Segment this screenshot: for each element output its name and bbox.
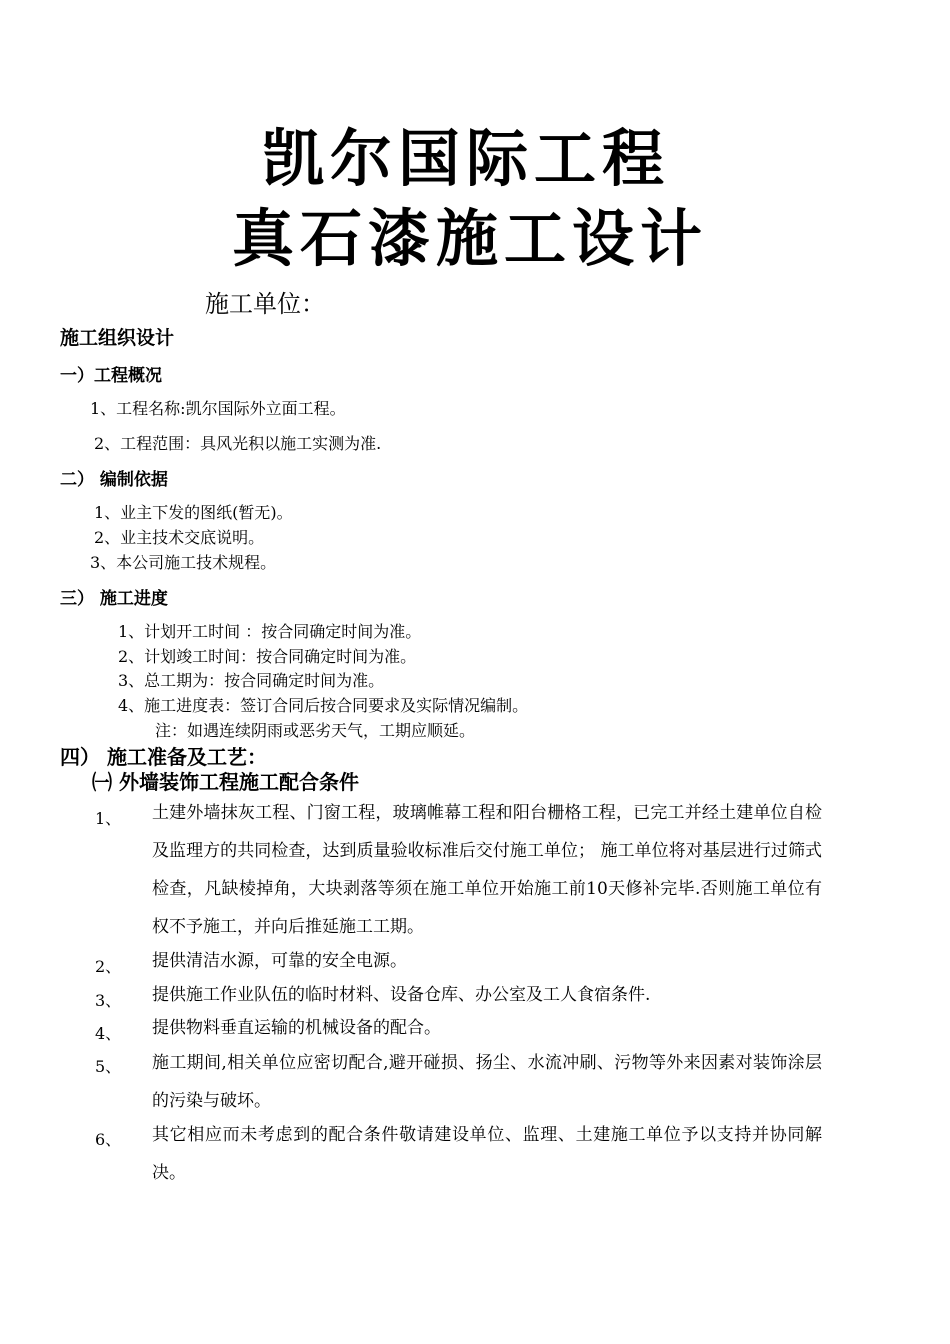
paragraph-number-1: 1、	[95, 809, 122, 828]
s4-sub-heading: ㈠ 外墙装饰工程施工配合条件	[92, 770, 359, 794]
s1-heading: 一）工程概况	[60, 366, 162, 386]
document-title-line1: 凯尔国际工程	[262, 122, 671, 195]
paragraph-number-4: 4、	[95, 1024, 122, 1043]
paragraph-number-5: 5、	[95, 1057, 122, 1076]
s3-item-3: 3、总工期为：按合同确定时间为准。	[118, 671, 385, 690]
paragraph-text-1: 土建外墙抹灰工程、门窗工程，玻璃帷幕工程和阳台栅格工程，已完工并经土建单位自检及监理方的共同检查，达到质量验收标准后交付施工单位； 施工单位将对基层进行过筛式检查，凡缺棱掉角，大块剥落等须在施工单位开始施工前10天修补完毕.否则施工单位有权不予施工，并向后推延施工工期。	[152, 803, 822, 937]
s3-note: 注：如遇连续阴雨或恶劣天气，工期应顺延。	[155, 721, 476, 740]
paragraph-text-3: 提供施工作业队伍的临时材料、设备仓库、办公室及工人食宿条件.	[152, 985, 651, 1005]
paragraph-text-4: 提供物料垂直运输的机械设备的配合。	[152, 1018, 441, 1038]
s3-item-1: 1、计划开工时间 ：按合同确定时间为准。	[118, 622, 422, 641]
s2-item-3: 3、本公司施工技术规程。	[90, 553, 277, 572]
document-title-line2: 真石漆施工设计	[232, 202, 709, 275]
paragraph-text-6: 其它相应而未考虑到的配合条件敬请建设单位、监理、土建施工单位予以支持并协同解决。	[152, 1125, 822, 1183]
section-heading: 施工组织设计	[60, 327, 175, 349]
paragraph-number-2: 2、	[95, 957, 122, 976]
paragraph-text-2: 提供清洁水源，可靠的安全电源。	[152, 951, 407, 971]
construction-unit-label: 施工单位：	[205, 290, 325, 318]
paragraph-text-5: 施工期间,相关单位应密切配合,避开碰损、扬尘、水流冲刷、污物等外来因素对装饰涂层的污染与破坏。	[152, 1053, 822, 1111]
s1-item-2: 2、工程范围：具风光积以施工实测为准.	[94, 434, 382, 453]
s2-heading: 二） 编制依据	[60, 470, 168, 490]
s4-heading: 四） 施工准备及工艺：	[60, 745, 267, 769]
s3-item-4: 4、施工进度表：签订合同后按合同要求及实际情况编制。	[118, 696, 529, 715]
s2-item-2: 2、业主技术交底说明。	[94, 528, 265, 547]
s2-item-1: 1、业主下发的图纸(暂无)。	[94, 503, 293, 522]
paragraph-number-3: 3、	[95, 991, 122, 1010]
s3-heading: 三） 施工进度	[60, 589, 168, 609]
s3-item-2: 2、计划竣工时间：按合同确定时间为准。	[118, 647, 417, 666]
paragraph-number-6: 6、	[95, 1130, 122, 1149]
s1-item-1: 1、工程名称:凯尔国际外立面工程。	[90, 399, 346, 418]
